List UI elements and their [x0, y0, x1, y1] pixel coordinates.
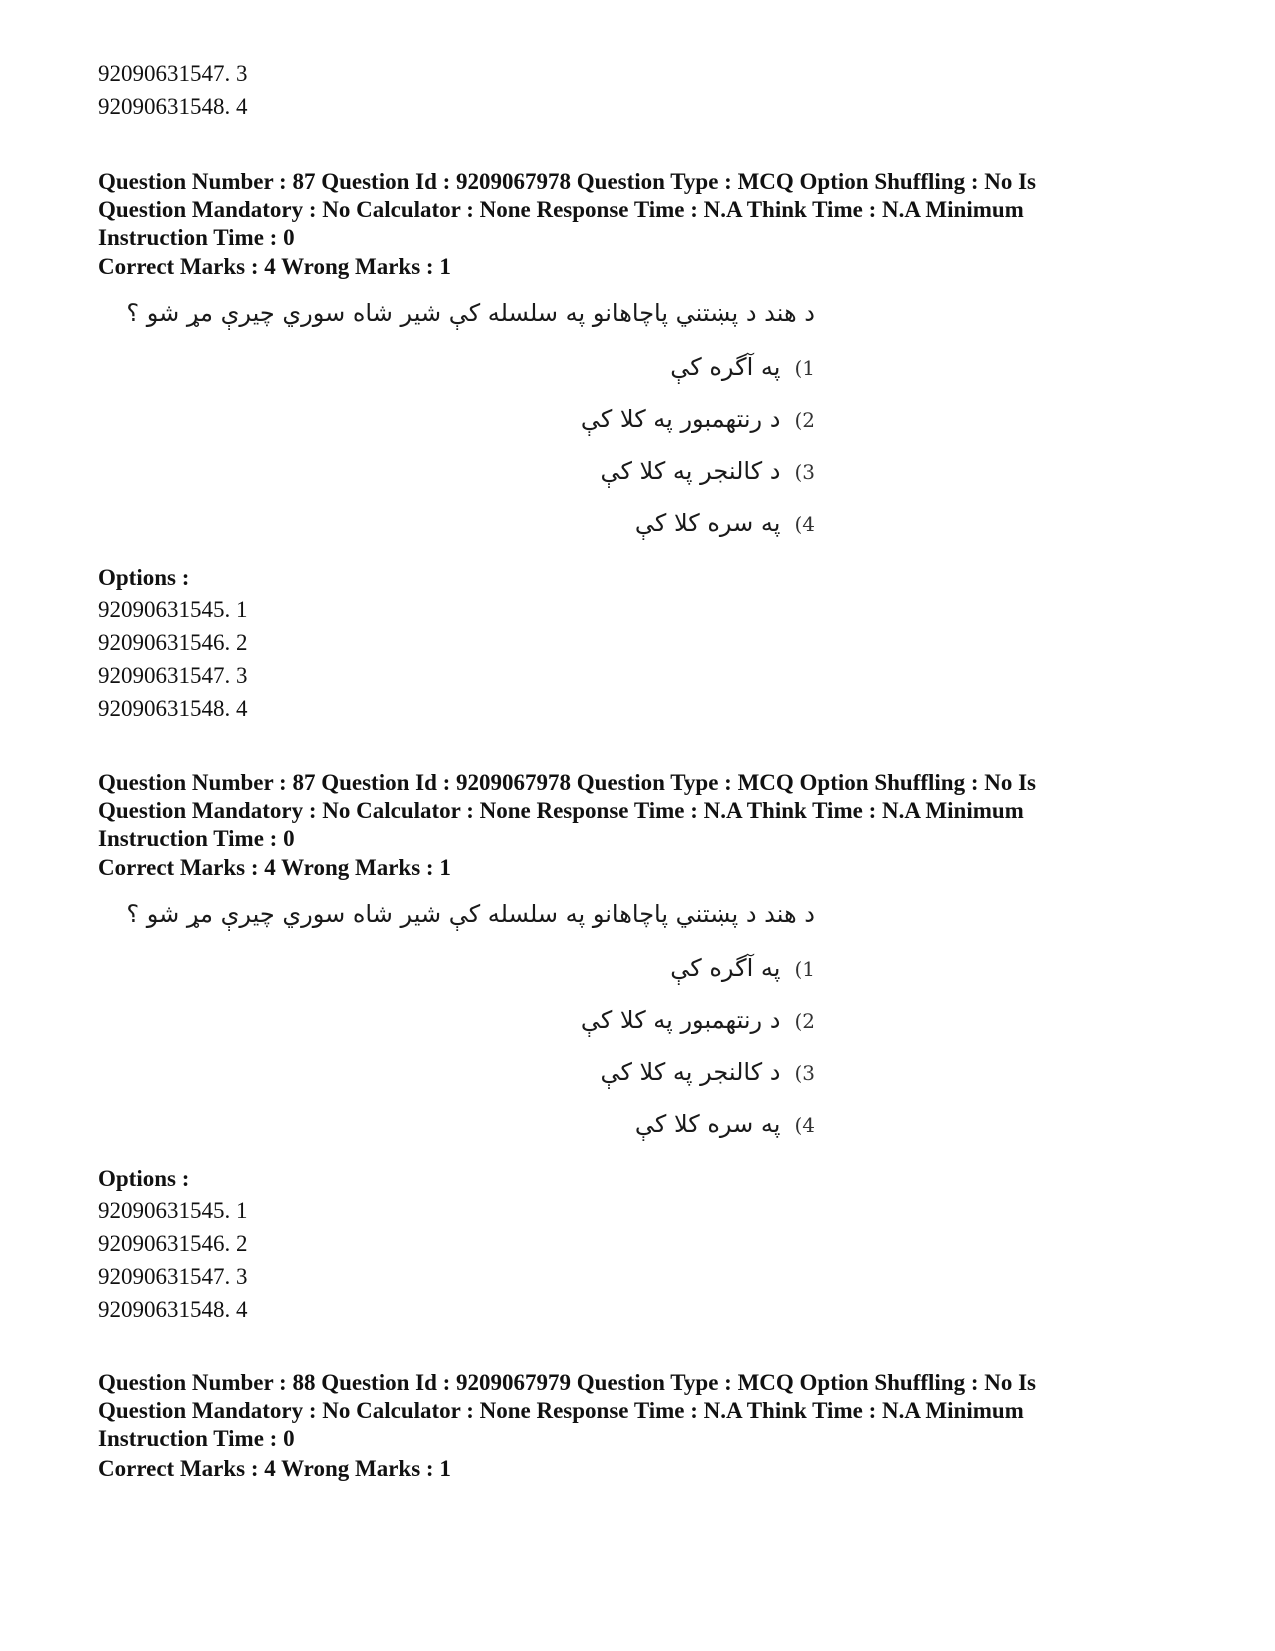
choice-text: د کالنجر په کلا کې — [600, 457, 781, 485]
question-header — [98, 168, 1198, 252]
marks-line: Correct Marks : 4 Wrong Marks : 1 — [98, 855, 451, 880]
choice-item — [635, 506, 815, 541]
question-header — [98, 769, 1198, 853]
choice-number: 2) — [794, 408, 815, 432]
question-header-line: Question Number : 88 Question Id : 9209067979 Question Type : MCQ Option Shuffling : No Is — [98, 1370, 1037, 1395]
choice-item — [670, 350, 815, 385]
choice-text: په آگره کې — [670, 353, 781, 381]
question-text: د هند د پښتني پاچاهانو په سلسله کې شير شاه سوري چيرې مړ شو ؟ — [126, 299, 815, 327]
choice-item — [670, 951, 815, 986]
choice-text: د رنتهمبور په کلا کې — [580, 405, 781, 433]
question-text: د هند د پښتني پاچاهانو په سلسله کې شير شاه سوري چيرې مړ شو ؟ — [126, 900, 815, 928]
question-header-line: Instruction Time : 0 — [98, 826, 295, 851]
choice-text: د کالنجر په کلا کې — [600, 1058, 781, 1086]
choice-item — [635, 1107, 815, 1142]
choice-text: په آگره کې — [670, 954, 781, 982]
options-label: Options : — [98, 1166, 190, 1191]
marks-line: Correct Marks : 4 Wrong Marks : 1 — [98, 254, 451, 279]
choice-item — [581, 402, 815, 437]
choice-number: 1) — [794, 957, 815, 981]
question-header-line: Question Number : 87 Question Id : 9209067978 Question Type : MCQ Option Shuffling : No Is — [98, 770, 1037, 795]
option-line: 92090631547. 3 — [98, 1264, 248, 1289]
marks-line: Correct Marks : 4 Wrong Marks : 1 — [98, 1456, 451, 1481]
choice-number: 3) — [794, 1061, 815, 1085]
option-line: 92090631545. 1 — [98, 597, 248, 622]
question-header-line: Question Number : 87 Question Id : 9209067978 Question Type : MCQ Option Shuffling : No Is — [98, 169, 1037, 194]
choice-text: د رنتهمبور په کلا کې — [580, 1006, 781, 1034]
choice-item — [581, 1003, 815, 1038]
option-line: 92090631547. 3 — [98, 61, 248, 86]
question-image — [105, 296, 815, 561]
option-line: 92090631546. 2 — [98, 1231, 248, 1256]
options-label: Options : — [98, 565, 190, 590]
choice-number: 1) — [794, 356, 815, 380]
choice-text: په سره کلا کې — [634, 1110, 781, 1138]
choice-number: 4) — [794, 1113, 815, 1137]
choice-number: 3) — [794, 460, 815, 484]
option-line: 92090631548. 4 — [98, 94, 248, 119]
option-line: 92090631545. 1 — [98, 1198, 248, 1223]
question-header-line: Question Mandatory : No Calculator : None Response Time : N.A Think Time : N.A Minimum — [98, 1398, 1024, 1423]
question-header-line: Instruction Time : 0 — [98, 225, 295, 250]
question-header-line: Instruction Time : 0 — [98, 1426, 295, 1451]
choice-item — [601, 1055, 816, 1090]
choice-number: 2) — [794, 1009, 815, 1033]
option-line: 92090631547. 3 — [98, 663, 248, 688]
question-image — [105, 897, 815, 1162]
choice-number: 4) — [794, 512, 815, 536]
question-header — [98, 1369, 1198, 1453]
choice-item — [601, 454, 816, 489]
question-header-line: Question Mandatory : No Calculator : None Response Time : N.A Think Time : N.A Minimum — [98, 798, 1024, 823]
option-line: 92090631548. 4 — [98, 1297, 248, 1322]
option-line: 92090631546. 2 — [98, 630, 248, 655]
question-header-line: Question Mandatory : No Calculator : None Response Time : N.A Think Time : N.A Minimum — [98, 197, 1024, 222]
option-line: 92090631548. 4 — [98, 696, 248, 721]
choice-text: په سره کلا کې — [634, 509, 781, 537]
